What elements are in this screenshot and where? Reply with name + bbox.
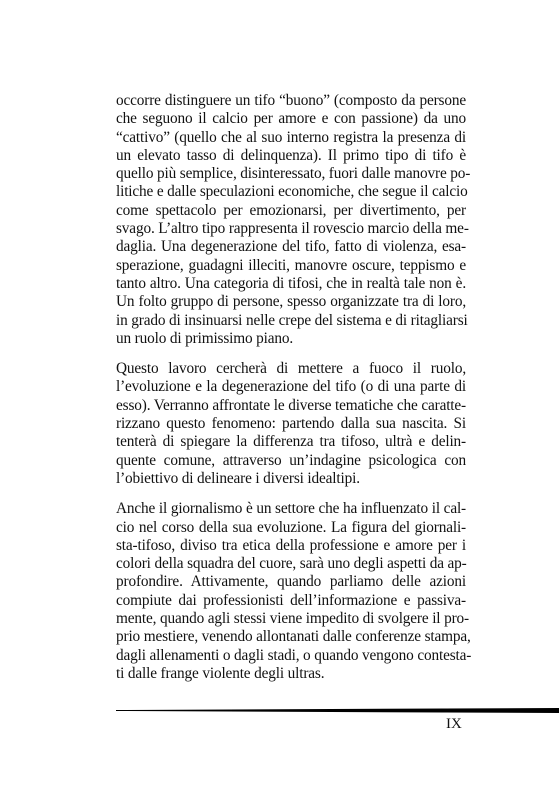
paragraph <box>116 360 466 488</box>
text-line: tanto altro. Una categoria di tifosi, che in realtà tale non è. <box>116 274 466 292</box>
text-line: quente comune, attraverso un’indagine psicologica con <box>116 451 466 469</box>
text-line: esso). Verranno affrontate le diverse tematiche che caratte- <box>116 396 466 414</box>
text-line: mente, quando agli stessi viene impedito di svolgere il pro- <box>116 610 469 628</box>
paragraph <box>116 92 471 348</box>
text-line: sta-tifoso, diviso tra etica della professione e amore per i <box>116 536 466 554</box>
page-number: IX <box>446 716 462 732</box>
text-line: cio nel corso della sua evoluzione. La figura del giornali- <box>116 518 466 536</box>
text-line: tenterà di spiegare la differenza tra tifoso, ultrà e delin- <box>116 433 466 451</box>
text-line: l’evoluzione e la degenerazione del tifo (o di una parte di <box>116 378 466 396</box>
text-line: un ruolo di primissimo piano. <box>116 329 294 347</box>
text-line: quello più semplice, disinteressato, fuori dalle manovre po- <box>116 165 471 183</box>
text-line: Anche il giornalismo è un settore che ha influenzato il cal- <box>116 500 466 518</box>
text-line: l’obiettivo di delineare i diversi idealtipi. <box>116 469 360 487</box>
footer-rule <box>116 708 559 713</box>
text-line: in grado di insinuarsi nelle crepe del sistema e di ritagliarsi <box>116 311 468 329</box>
text-line: occorre distinguere un tifo “buono” (composto da persone <box>116 92 466 109</box>
text-line: colori della squadra del cuore, sarà uno degli aspetti da ap- <box>116 555 467 573</box>
text-line: un elevato tasso di delinquenza). Il primo tipo di tifo è <box>116 146 466 164</box>
text-line: litiche e dalle speculazioni economiche, che segue il calcio <box>116 183 468 201</box>
text-line: dagli allenamenti o dagli stadi, o quando vengono contesta- <box>116 646 472 664</box>
text-line: come spettacolo per emozionarsi, per divertimento, per <box>116 201 466 219</box>
text-line: daglia. Una degenerazione del tifo, fatto di violenza, esa- <box>116 238 466 256</box>
text-line: compiute dai professionisti dell’informazione e passiva- <box>116 591 466 609</box>
text-line: che seguono il calcio per amore e con passione) da uno <box>116 110 466 128</box>
text-line: Un folto gruppo di persone, spesso organizzate tra di loro, <box>116 293 466 311</box>
text-line: Questo lavoro cercherà di mettere a fuoco il ruolo, <box>116 360 466 378</box>
text-line: profondire. Attivamente, quando parliamo delle azioni <box>116 573 466 591</box>
paragraph <box>116 500 472 683</box>
text-line: svago. L’altro tipo rappresenta il rovescio marcio della me- <box>116 220 469 238</box>
text-line: sperazione, guadagni illeciti, manovre oscure, teppismo e <box>116 256 466 274</box>
text-line: ti dalle frange violente degli ultras. <box>116 664 325 682</box>
text-line: rizzano questo fenomeno: partendo dalla sua nascita. Si <box>116 415 466 433</box>
text-line: prio mestiere, venendo allontanati dalle conferenze stampa, <box>116 628 471 646</box>
body-text <box>116 92 472 695</box>
text-line: “cattivo” (quello che al suo interno registra la presenza di <box>116 128 466 146</box>
